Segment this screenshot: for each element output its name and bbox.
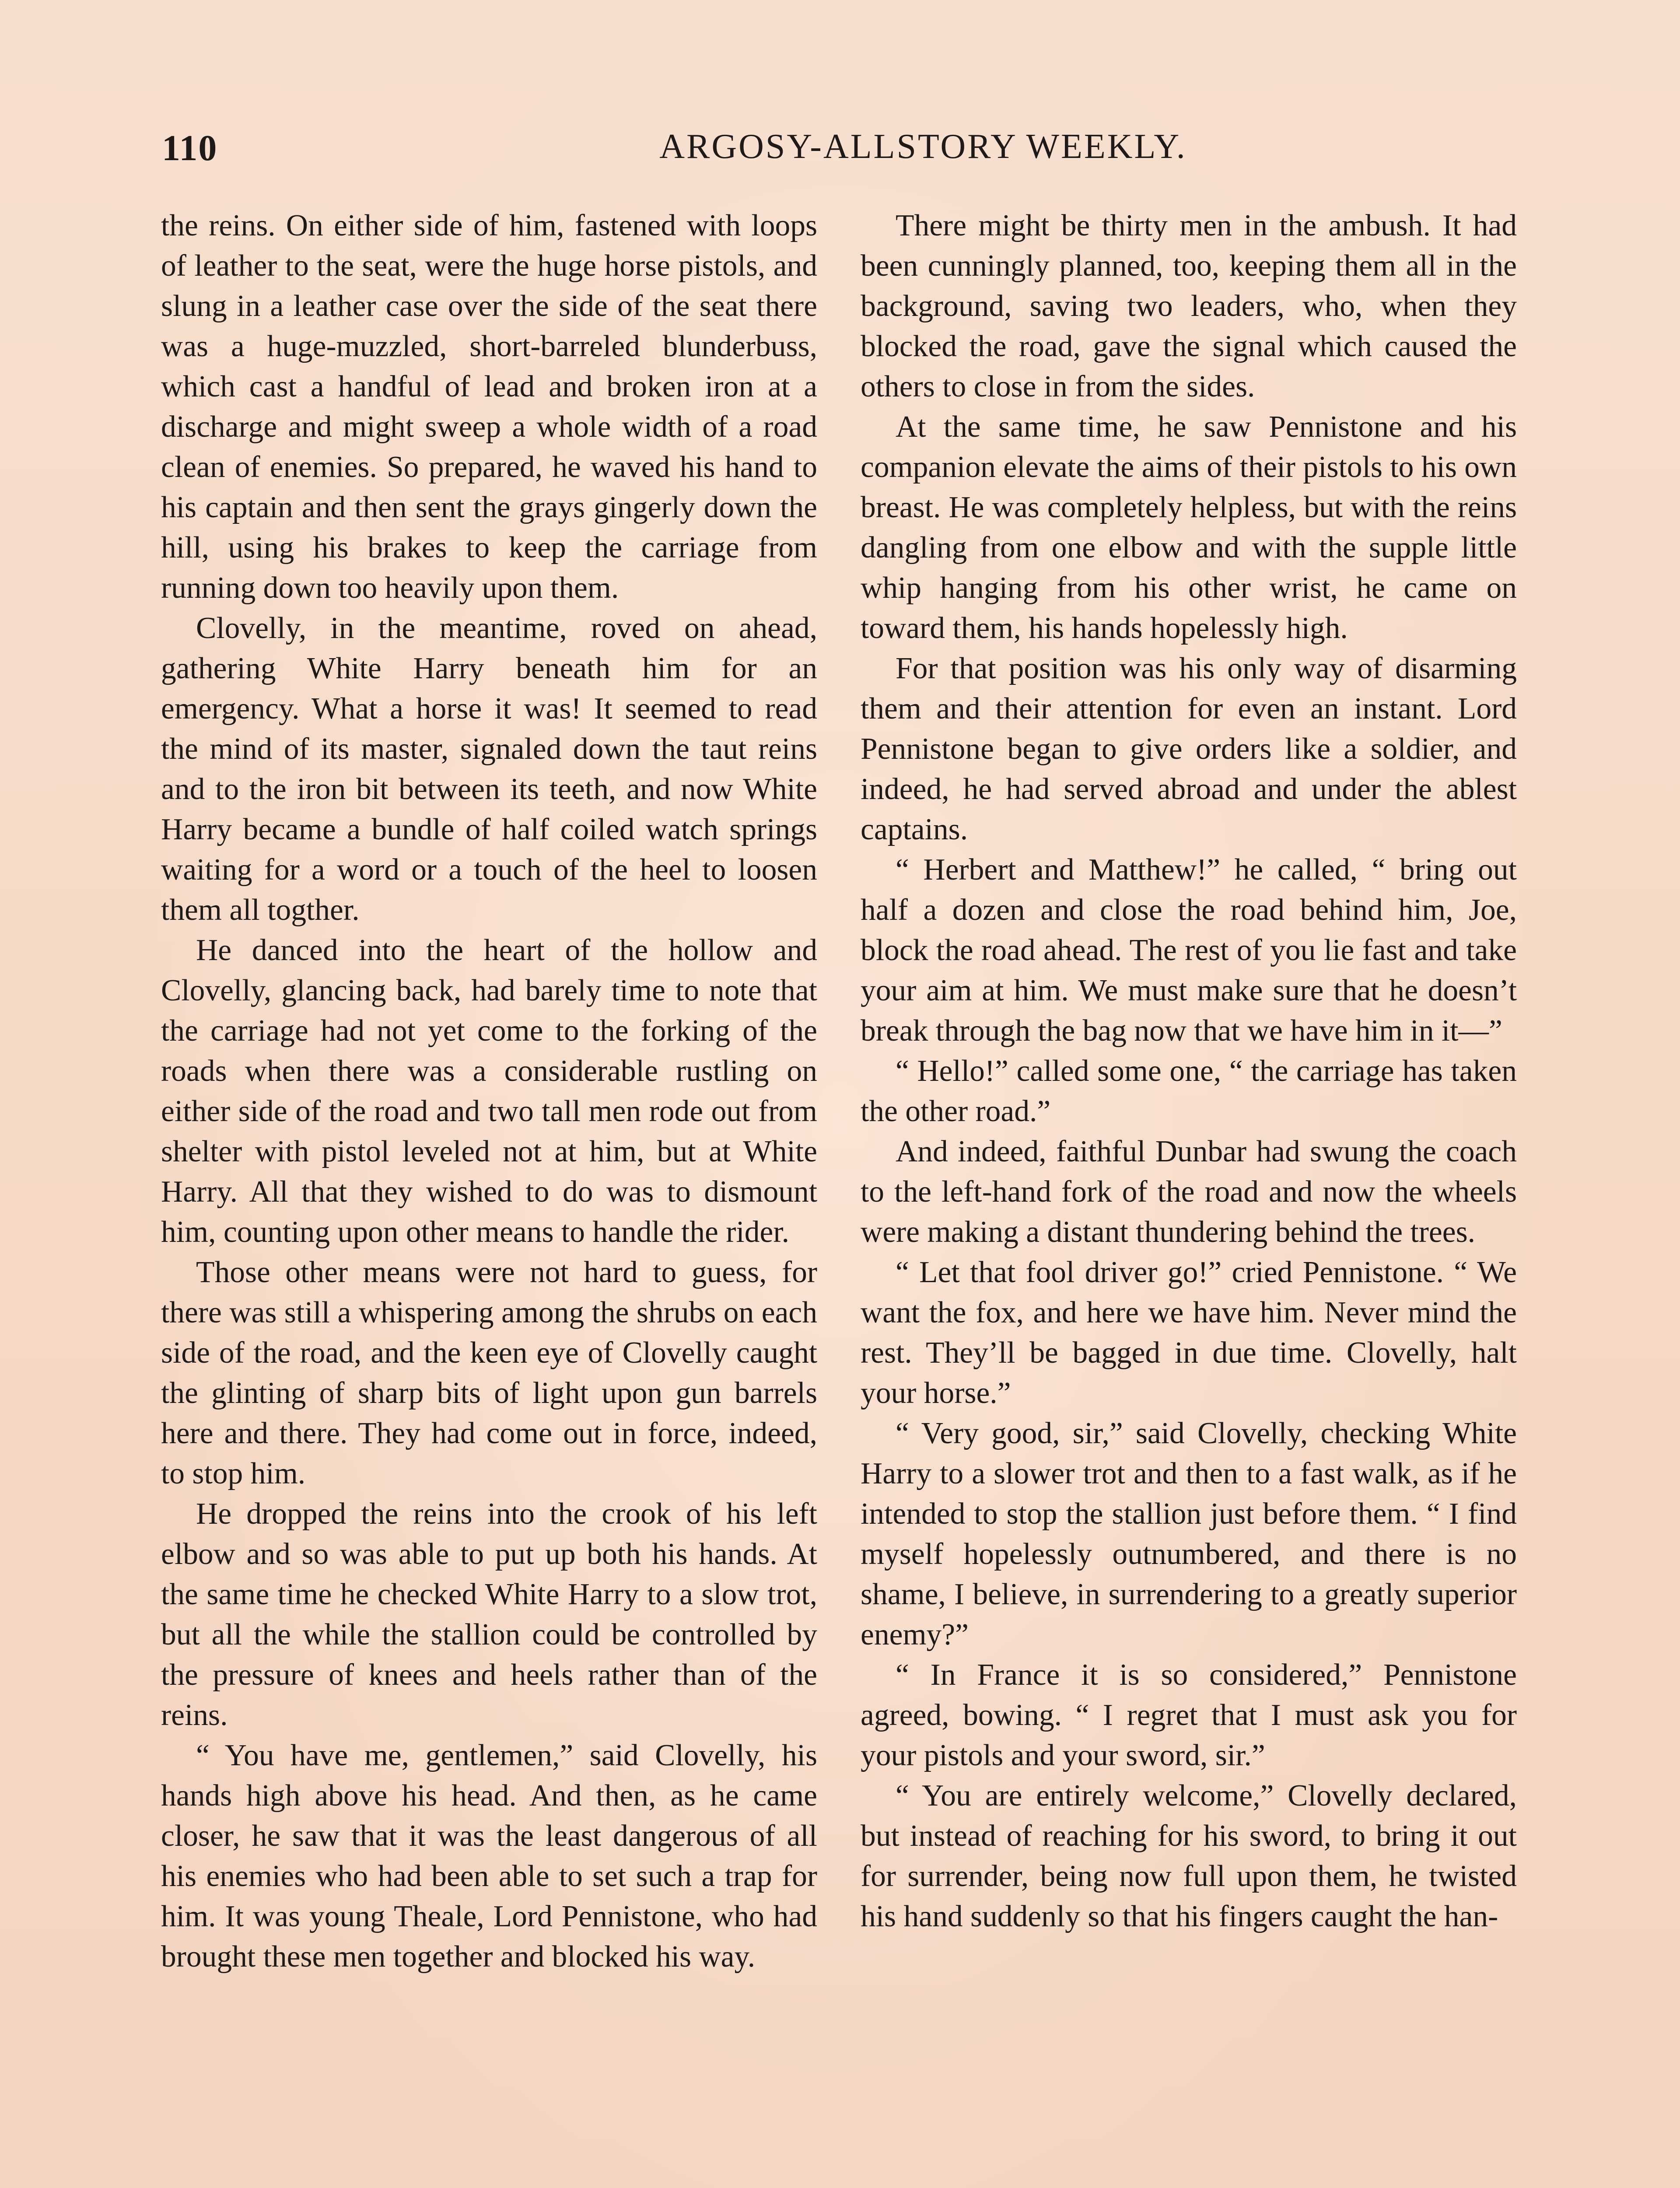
right-column — [861, 206, 1517, 1937]
paragraph: “ Herbert and Matthew!” he called, “ bring out half a dozen and close the road behind him, Joe, block the road ahead. The rest of you lie fast and take your aim at him. We must make sure that he doesn’t break through the bag now that we have him in it—” — [861, 853, 1517, 1048]
paragraph: He dropped the reins into the crook of his left elbow and so was able to put up both his hands. At the same time he checked White Harry to a slow trot, but all the while the stallion could be controlled by the pressure of knees and heels rather than of the reins. — [161, 1497, 817, 1732]
paragraph: He danced into the heart of the hollow and Clovelly, glancing back, had barely time to note that the carriage had not yet come to the forking of the roads when there was a considerable rustling on either side of the road and two tall men rode out from shelter with pistol leveled not at him, but at White Harry. All that they wished to do was to dismount him, counting upon other means to handle the rider. — [161, 933, 817, 1249]
running-title: ARGOSY-ALLSTORY WEEKLY. — [659, 127, 1187, 166]
paragraph: “ Hello!” called some one, “ the carriage has taken the other road.” — [861, 1054, 1517, 1128]
paragraph: For that position was his only way of disarming them and their attention for even an instant. Lord Pennistone began to give orders like a soldier, and indeed, he had served abroad and under the ablest captains. — [861, 652, 1517, 846]
page-number: 110 — [162, 128, 218, 168]
paragraph: “ Let that fool driver go!” cried Pennistone. “ We want the fox, and here we have him. Never mind the rest. They’ll be bagged in due time. Clovelly, halt your horse.” — [861, 1255, 1517, 1410]
paragraph: “ You have me, gentlemen,” said Clovelly, his hands high above his head. And then, as he came closer, he saw that it was the least dangerous of all his enemies who had been able to set such a trap for him. It was young Theale, Lord Pennistone, who had brought these men together and blocked his way. — [161, 1739, 817, 1974]
paragraph: And indeed, faithful Dunbar had swung the coach to the left-hand fork of the road and now the wheels were making a distant thundering behind the trees. — [861, 1135, 1517, 1249]
paragraph: “ Very good, sir,” said Clovelly, checking White Harry to a slower trot and then to a fast walk, as if he intended to stop the stallion just before them. “ I find myself hopelessly outnumbered, and there is no shame, I believe, in surrendering to a greatly superior enemy?” — [861, 1417, 1517, 1652]
paragraph: Clovelly, in the meantime, roved on ahead, gathering White Harry beneath him for an emergency. What a horse it was! It seemed to read the mind of its master, signaled down the taut reins and to the iron bit between its teeth, and now White Harry became a bundle of half coiled watch springs waiting for a word or a touch of the heel to loosen them all togther. — [161, 611, 817, 927]
paragraph: Those other means were not hard to guess, for there was still a whispering among the shrubs on each side of the road, and the keen eye of Clovelly caught the glinting of sharp bits of light upon gun barrels here and there. They had come out in force, indeed, to stop him. — [161, 1255, 817, 1490]
paragraph: There might be thirty men in the ambush. It had been cunningly planned, too, keeping them all in the background, saving two leaders, who, when they blocked the road, gave the signal which caused the others to close in from the sides. — [861, 209, 1517, 403]
paragraph: “ In France it is so considered,” Pennistone agreed, bowing. “ I regret that I must ask you for your pistols and your sword, sir.” — [861, 1658, 1517, 1772]
paragraph: At the same time, he saw Pennistone and his companion elevate the aims of their pistols to his own breast. He was completely helpless, but with the reins dangling from one elbow and with the supple little whip hanging from his other wrist, he came on toward them, his hands hopelessly high. — [861, 410, 1517, 645]
paragraph: the reins. On either side of him, fastened with loops of leather to the seat, were the huge horse pistols, and slung in a leather case over the side of the seat there was a huge-muzzled, short-barreled blunderbuss, which cast a handful of lead and broken iron at a discharge and might sweep a whole width of a road clean of enemies. So prepared, he waved his hand to his captain and then sent the grays gingerly down the hill, using his brakes to keep the carriage from running down too heavily upon them. — [161, 209, 817, 605]
paragraph: “ You are entirely welcome,” Clovelly declared, but instead of reaching for his sword, to bring it out for surrender, being now full upon them, he twisted his hand suddenly so that his fingers caught the han- — [861, 1779, 1517, 1933]
left-column — [161, 206, 817, 1977]
page-header — [162, 127, 1518, 175]
